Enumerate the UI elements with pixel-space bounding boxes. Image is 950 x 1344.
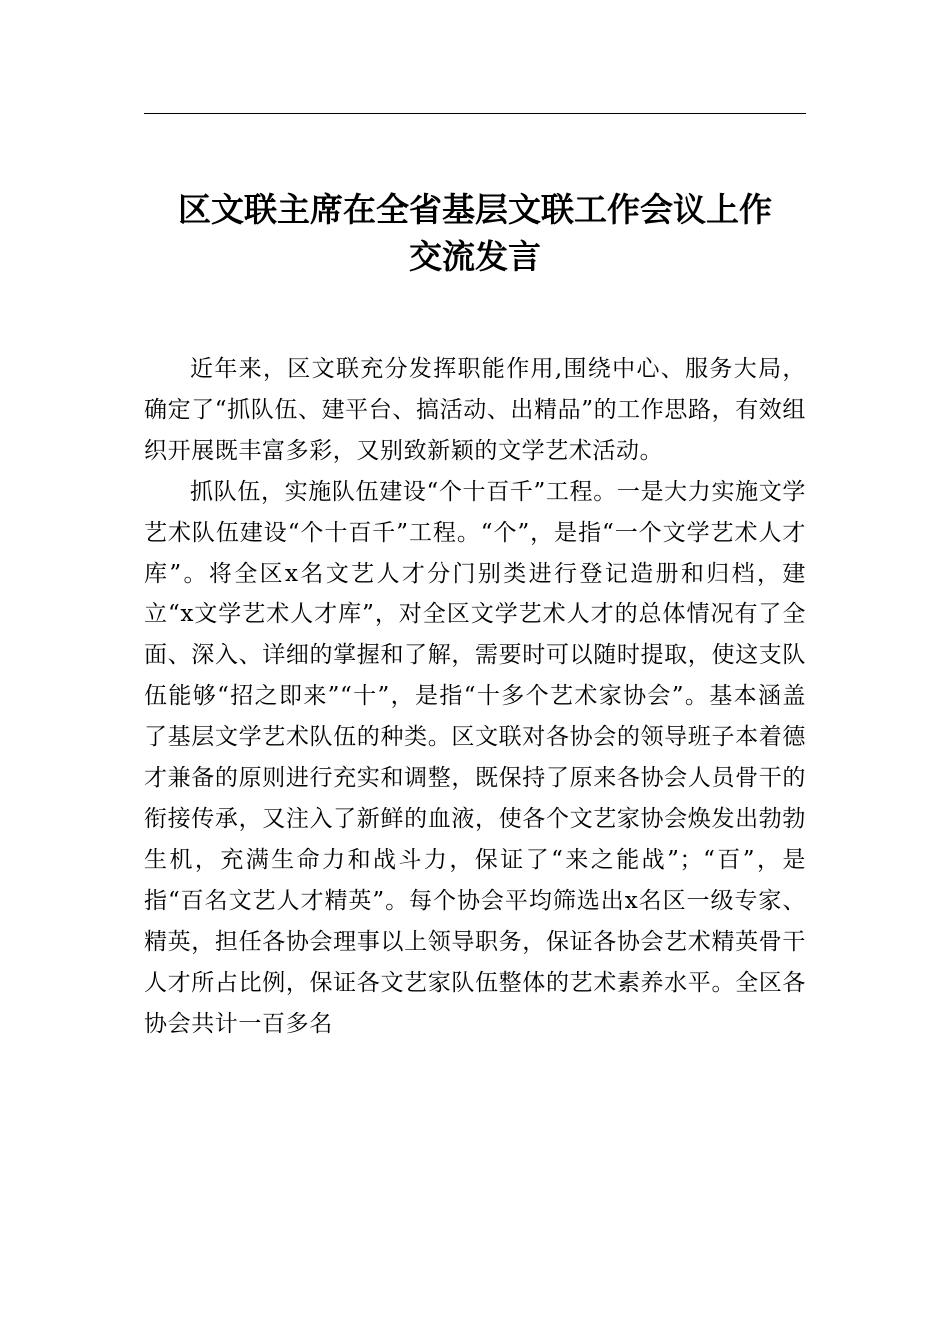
document-title-line-1: 区文联主席在全省基层文联工作会议上作 — [178, 190, 772, 229]
paragraph-intro: 近年来，区文联充分发挥职能作用,围绕中心、服务大局，确定了“抓队伍、建平台、搞活动、出精品”的工作思路，有效组织开展既丰富多彩，又别致新颖的文学艺术活动。 — [144, 356, 806, 464]
document-body — [144, 349, 806, 1044]
document-title — [144, 186, 806, 280]
document-title-line-2: 交流发言 — [409, 237, 541, 276]
header-rule — [144, 113, 806, 114]
paragraph-team-building: 抓队伍，实施队伍建设“个十百千”工程。一是大力实施文学艺术队伍建设“个十百千”工程。“个”，是指“一个文学艺术人才库”。将全区x名文艺人才分门别类进行登记造册和归档，建立“x文学艺术人才库”，对全区文学艺术人才的总体情况有了全面、深入、详细的掌握和了解，需要时可以随时提取，使这支队伍能够“招之即来”“十”，是指“十多个艺术家协会”。基本涵盖了基层文学艺术队伍的种类。区文联对各协会的领导班子本着德才兼备的原则进行充实和调整，既保持了原来各协会人员骨干的衔接传承，又注入了新鲜的血液，使各个文艺家协会焕发出勃勃生机，充满生命力和战斗力，保证了“来之能战”；“百”，是指“百名文艺人才精英”。每个协会平均筛选出x名区一级专家、精英，担任各协会理事以上领导职务，保证各协会艺术精英骨干人才所占比例，保证各文艺家队伍整体的艺术素养水平。全区各协会共计一百多名 — [144, 478, 806, 1037]
